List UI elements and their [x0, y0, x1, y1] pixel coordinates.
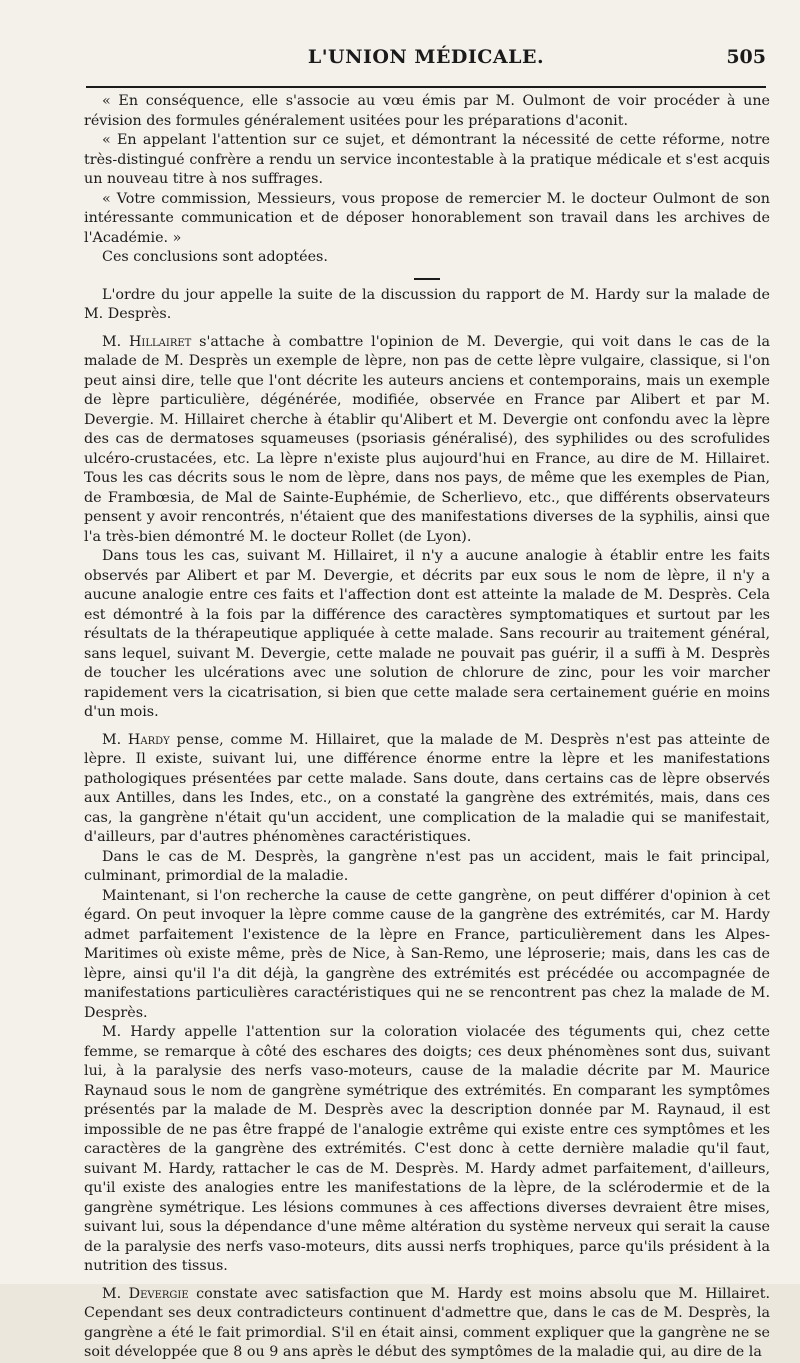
section-separator — [84, 270, 770, 282]
paragraph: « Votre commission, Messieurs, vous propose de remercier M. le docteur Oulmont de son intéressante communication et de déposer honorablement son travail dans les archives de l'Académie. » — [84, 190, 770, 246]
paragraph: « En conséquence, elle s'associe au vœu émis par M. Oulmont de voir procéder à une révision des formules généralement usitées pour les préparations d'aconit. — [84, 93, 770, 129]
paragraph-text: pense, comme M. Hillairet, que la malade de M. Desprès n'est pas atteinte de lèpre. Il existe, suivant lui, une différence énorme entre la lèpre et les manifestations pathologiques présentées par cette malade. Sans doute, dans certains cas de lèpre observés aux Antilles, dans les Indes, etc., on a constaté la gangrène des extrémités, mais, dans ces cas, la gangrène n'était qu'un accident, une complication de la maladie qui se manifestait, d'ailleurs, par d'autres phénomènes caractéristiques. — [84, 731, 770, 845]
page-number: 505 — [726, 46, 766, 68]
paragraph: « En appelant l'attention sur ce sujet, et démontrant la nécessité de cette réforme, notre très-distingué confrère a rendu un service incontestable à la pratique médicale et s'est acquis un nouveau titre à nos suffrages. — [84, 132, 770, 187]
speaker-name: M. Devergie — [102, 1285, 189, 1302]
paragraph: M. Hardy appelle l'attention sur la coloration violacée des téguments qui, chez cette femme, se remarque à côté des eschares des doigts; ces deux phénomènes sont dus, suivant lui, à la paralysie des nerfs vaso-moteurs, cause de la maladie décrite par M. Maurice Raynaud sous le nom de gangrène symétrique des extrémités. En comparant les symptômes présentés par la malade de M. Desprès avec la description donnée par M. Raynaud, il est impossible de ne pas être frappé de l'analogie extrême qui existe entre ces symptômes et les caractères de la gangrène des extrémités. C'est donc à cette dernière maladie qu'il faut, suivant M. Hardy, rattacher le cas de M. Desprès. M. Hardy admet parfaitement, d'ailleurs, qu'il existe des analogies entre les manifestations de la lèpre, de la sclérodermie et de la gangrène symétrique. Les lésions communes à ces affections diverses devraient être mises, suivant lui, sous la dépendance d'une même altération du système nerveux qui serait la cause de la paralysie des nerfs vaso-moteurs, dits aussi nerfs trophiques, parce qu'ils président à la nutrition des tissus. — [84, 1024, 770, 1274]
paragraph-text: s'attache à combattre l'opinion de M. Devergie, qui voit dans le cas de la malade de M. Desprès un exemple de lèpre, non pas de cette lèpre vulgaire, classique, si l'on peut ainsi dire, telle que l'ont décrite les auteurs anciens et contemporains, mais un exemple de lèpre particulière, dégénérée, modifiée, observée en France par Alibert et par M. Devergie. M. Hillairet cherche à établir qu'Alibert et M. Devergie ont confondu avec la lèpre des cas de dermatoses squameuses (psoriasis généralisé), des syphilides ou des scrofulides ulcéro-crustacées, etc. La lèpre n'existe plus aujourd'hui en France, au dire de M. Hillairet. Tous les cas décrits sous le nom de lèpre, dans nos pays, de même que les exemples de Pian, de Frambœsia, de Mal de Sainte-Euphémie, de Scherlievo, etc., que différents observateurs pensent y avoir rencontrés, n'étaient que des manifestations diverses de la syphilis, ainsi que l'a très-bien démontré M. le docteur Rollet (de Lyon). — [84, 333, 770, 545]
paragraph — [84, 333, 770, 548]
header-rule — [86, 86, 766, 88]
journal-title: L'UNION MÉDICALE. — [307, 46, 545, 68]
paragraph: L'ordre du jour appelle la suite de la discussion du rapport de M. Hardy sur la malade de M. Desprès. — [84, 286, 770, 322]
speaker-name: M. Hillairet — [102, 333, 192, 350]
paragraph: Dans le cas de M. Desprès, la gangrène n'est pas un accident, mais le fait principal, culminant, primordial de la maladie. — [84, 848, 770, 884]
paragraph — [84, 731, 770, 848]
paragraph-text: constate avec satisfaction que M. Hardy est moins absolu que M. Hillairet. Cependant ses deux contradicteurs continuent d'admettre que, dans le cas de M. Desprès, la gangrène a été le fait primordial. S'il en était ainsi, comment expliquer que la gangrène ne se soit développée que 8 ou 9 ans après le début des symptômes de la maladie qui, au dire de la — [84, 1285, 770, 1360]
page-header — [86, 46, 766, 76]
speaker-name: M. Hardy — [102, 731, 170, 748]
paragraph — [84, 1285, 770, 1363]
article-body — [84, 92, 770, 1363]
paragraph: Maintenant, si l'on recherche la cause de cette gangrène, on peut différer d'opinion à cet égard. On peut invoquer la lèpre comme cause de la gangrène des extrémités, car M. Hardy admet parfaitement l'existence de la lèpre en France, particulièrement dans les Alpes-Maritimes où existe même, près de Nice, à San-Remo, une léproserie; mais, dans les cas de lèpre, ainsi qu'il l'a dit déjà, la gangrène des extrémités est précédée ou accompagnée de manifestations particulières caractéristiques qui ne se rencontrent pas chez la malade de M. Desprès. — [84, 887, 770, 1021]
paragraph: Ces conclusions sont adoptées. — [102, 249, 328, 265]
paragraph: Dans tous les cas, suivant M. Hillairet, il n'y a aucune analogie à établir entre les faits observés par Alibert et par M. Devergie, et décrits par eux sous le nom de lèpre, il n'y a aucune analogie entre ces faits et l'affection dont est atteinte la malade de M. Desprès. Cela est démontré à la fois par la différence des caractères symptomatiques et surtout par les résultats de la thérapeutique appliquée à cette malade. Sans recourir au traitement général, sans lequel, suivant M. Devergie, cette malade ne pouvait pas guérir, il a suffi à M. Desprès de toucher les ulcérations avec une solution de chlorure de zinc, pour les voir marcher rapidement vers la cicatrisation, si bien que cette malade sera certainement guérie en moins d'un mois. — [84, 548, 770, 720]
